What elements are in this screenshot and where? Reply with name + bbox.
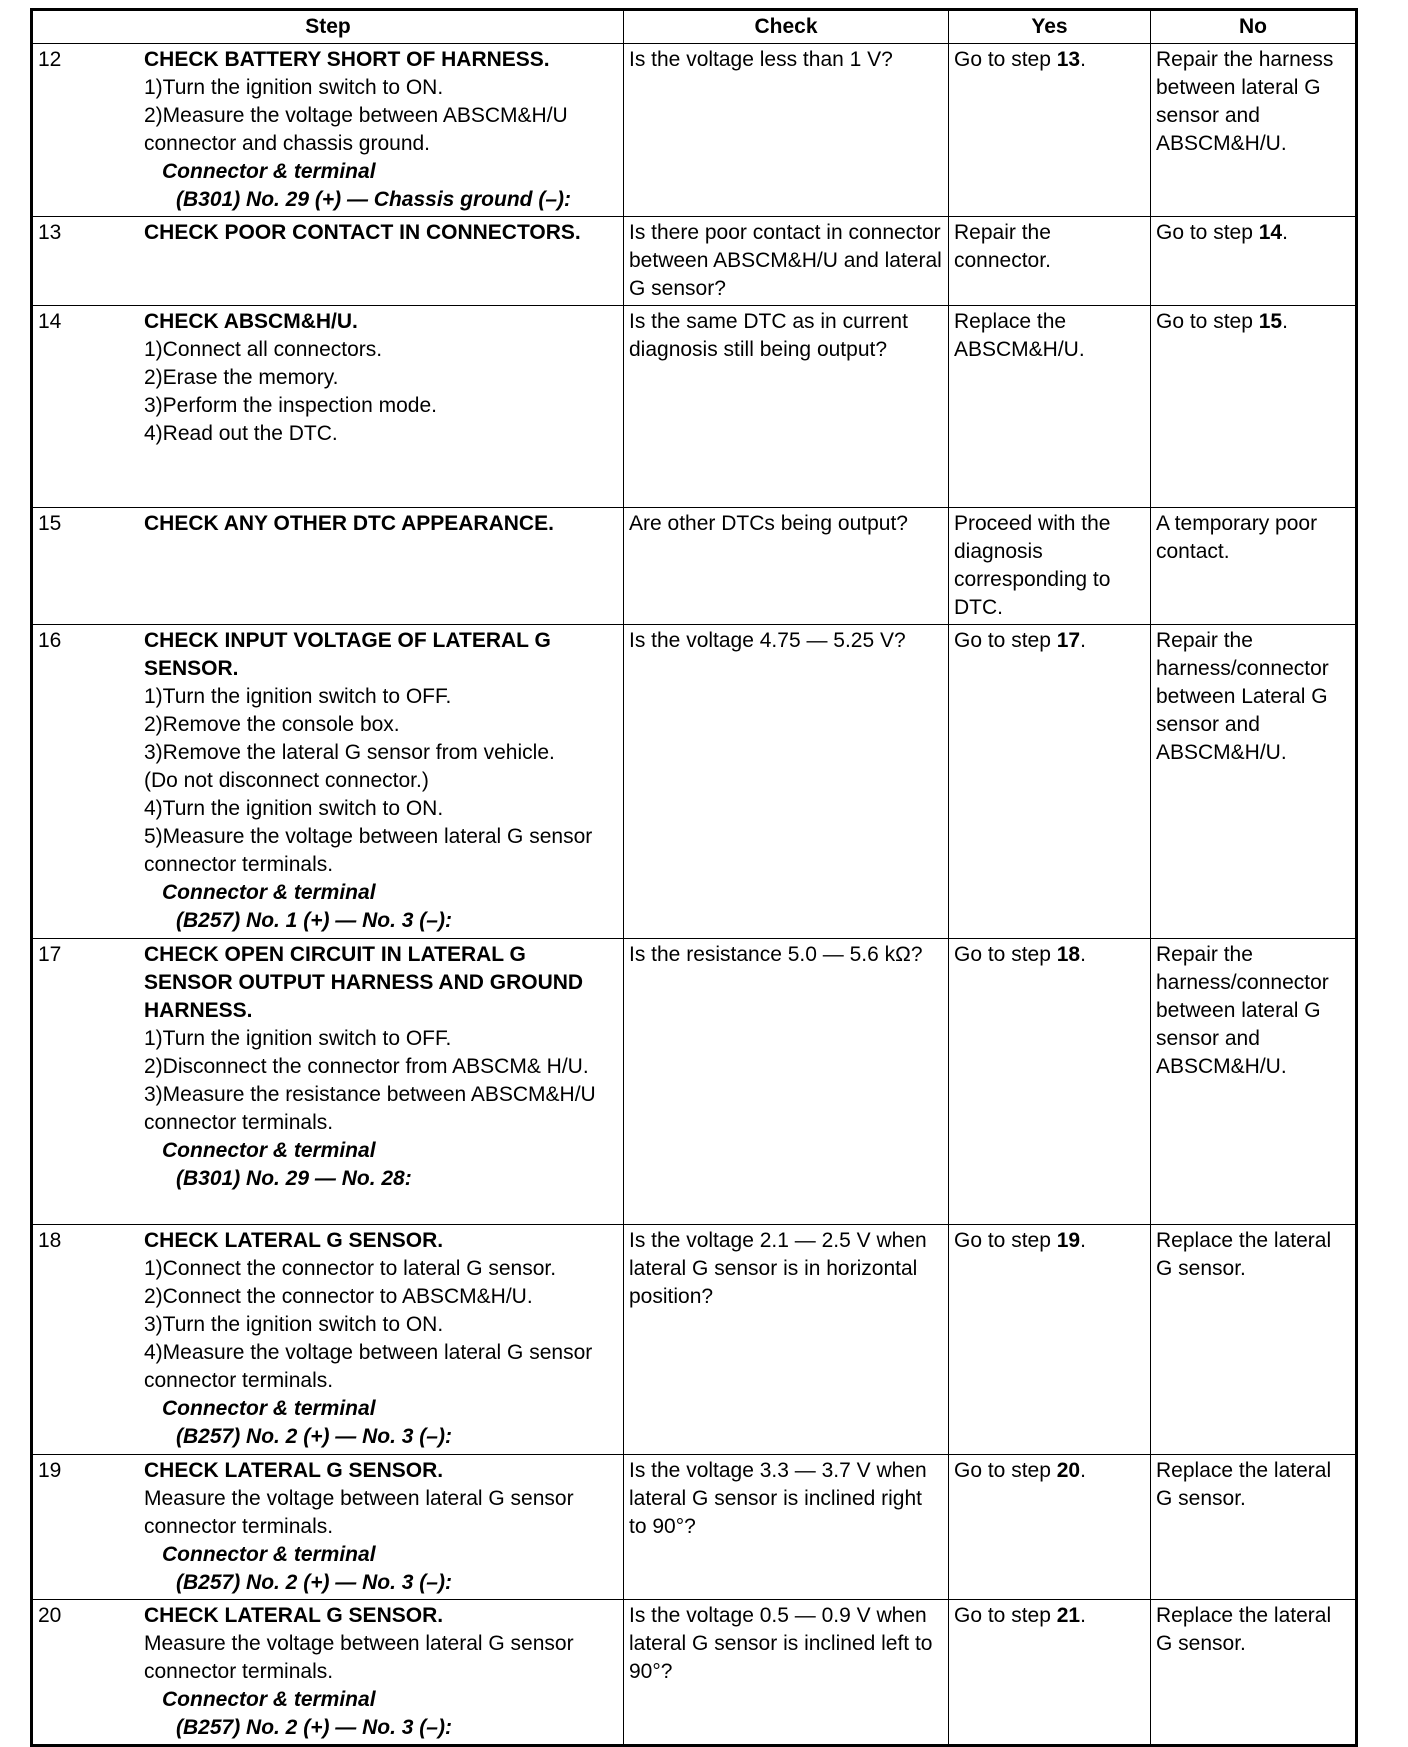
yes-text-end: .: [1080, 1604, 1086, 1627]
step-cell: [32, 44, 624, 217]
no-text-end: .: [1282, 310, 1288, 333]
connector-terminal-label: Connector & terminal: [162, 1688, 376, 1711]
yes-cell: [949, 1455, 1151, 1600]
step-instruction: (Do not disconnect connector.): [144, 769, 429, 792]
step-number: 15: [38, 512, 62, 535]
header-step: Step: [32, 10, 624, 44]
no-text: Go to step: [1156, 310, 1259, 333]
step-body: [144, 627, 619, 935]
step-title: CHECK LATERAL G SENSOR.: [144, 1229, 444, 1252]
connector-terminal-value: (B301) No. 29 (+) — Chassis ground (–):: [176, 188, 571, 211]
step-number: 19: [38, 1459, 62, 1482]
table-row: [32, 306, 1357, 508]
check-cell: Is the voltage 3.3 — 3.7 V when lateral G sensor is inclined right to 90°?: [624, 1455, 949, 1600]
yes-cell: [949, 217, 1151, 306]
step-cell: [32, 939, 624, 1225]
step-body: [144, 219, 619, 247]
step-instruction: 2)Measure the voltage between ABSCM&H/U connector and chassis ground.: [144, 104, 568, 155]
header-check: Check: [624, 10, 949, 44]
yes-cell: [949, 508, 1151, 625]
step-body: [144, 308, 619, 448]
no-cell: [1151, 1225, 1357, 1455]
step-instruction: 2)Remove the console box.: [144, 713, 400, 736]
no-cell: [1151, 625, 1357, 939]
no-text: Repair the harness/connector between lateral G sensor and ABSCM&H/U.: [1156, 943, 1329, 1078]
header-row: [32, 10, 1357, 44]
step-number: 12: [38, 48, 62, 71]
check-cell: Is the voltage less than 1 V?: [624, 44, 949, 217]
step-body: [144, 941, 619, 1193]
yes-cell: [949, 306, 1151, 508]
no-step-ref: 15: [1258, 310, 1283, 333]
connector-terminal-value: (B257) No. 2 (+) — No. 3 (–):: [176, 1716, 452, 1739]
step-instruction: 3)Remove the lateral G sensor from vehicle.: [144, 741, 555, 764]
table-row: [32, 217, 1357, 306]
connector-terminal-value: (B257) No. 1 (+) — No. 3 (–):: [176, 909, 452, 932]
step-body: [144, 1602, 619, 1742]
table-row: [32, 44, 1357, 217]
connector-terminal-value: (B301) No. 29 — No. 28:: [176, 1167, 412, 1190]
no-cell: [1151, 1600, 1357, 1746]
step-title: CHECK LATERAL G SENSOR.: [144, 1604, 444, 1627]
no-text: Repair the harness between lateral G sensor and ABSCM&H/U.: [1156, 48, 1334, 155]
step-instruction: 1)Connect all connectors.: [144, 338, 383, 361]
yes-text: Go to step: [954, 1459, 1057, 1482]
step-number: 17: [38, 943, 62, 966]
step-body: [144, 1457, 619, 1597]
step-title: CHECK ANY OTHER DTC APPEARANCE.: [144, 512, 554, 535]
step-instruction: 1)Turn the ignition switch to ON.: [144, 76, 444, 99]
step-instruction: 2)Disconnect the connector from ABSCM& H/U.: [144, 1055, 589, 1078]
yes-text: Go to step: [954, 629, 1057, 652]
step-cell: [32, 1600, 624, 1746]
no-cell: [1151, 306, 1357, 508]
yes-cell: [949, 44, 1151, 217]
connector-terminal-value: (B257) No. 2 (+) — No. 3 (–):: [176, 1571, 452, 1594]
yes-text: Repair the connector.: [954, 221, 1051, 272]
no-step-ref: 14: [1258, 221, 1283, 244]
no-cell: [1151, 508, 1357, 625]
table-row: [32, 1225, 1357, 1455]
yes-cell: [949, 1225, 1151, 1455]
step-instruction: Measure the voltage between lateral G sensor connector terminals.: [144, 1632, 574, 1683]
yes-text-end: .: [1080, 1229, 1086, 1252]
no-cell: [1151, 217, 1357, 306]
step-number: 13: [38, 221, 62, 244]
step-title: CHECK ABSCM&H/U.: [144, 310, 358, 333]
step-instruction: 2)Connect the connector to ABSCM&H/U.: [144, 1285, 533, 1308]
step-title: CHECK POOR CONTACT IN CONNECTORS.: [144, 221, 581, 244]
step-cell: [32, 625, 624, 939]
check-cell: Are other DTCs being output?: [624, 508, 949, 625]
yes-step-ref: 13: [1056, 48, 1081, 71]
yes-cell: [949, 625, 1151, 939]
step-cell: [32, 508, 624, 625]
yes-text: Go to step: [954, 1604, 1057, 1627]
step-instruction: 3)Perform the inspection mode.: [144, 394, 437, 417]
step-instruction: 4)Turn the ignition switch to ON.: [144, 797, 444, 820]
yes-cell: [949, 1600, 1151, 1746]
connector-terminal-value: (B257) No. 2 (+) — No. 3 (–):: [176, 1425, 452, 1448]
yes-step-ref: 19: [1056, 1229, 1081, 1252]
table-row: [32, 1455, 1357, 1600]
yes-step-ref: 21: [1056, 1604, 1081, 1627]
step-instruction: 3)Turn the ignition switch to ON.: [144, 1313, 444, 1336]
step-instruction: 4)Measure the voltage between lateral G sensor connector terminals.: [144, 1341, 593, 1392]
connector-terminal-label: Connector & terminal: [162, 1139, 376, 1162]
header-yes: Yes: [949, 10, 1151, 44]
yes-cell: [949, 939, 1151, 1225]
connector-terminal-label: Connector & terminal: [162, 160, 376, 183]
step-instruction: 1)Connect the connector to lateral G sensor.: [144, 1257, 557, 1280]
connector-terminal-label: Connector & terminal: [162, 881, 376, 904]
step-title: CHECK BATTERY SHORT OF HARNESS.: [144, 48, 550, 71]
no-text: A temporary poor contact.: [1156, 512, 1318, 563]
connector-terminal-label: Connector & terminal: [162, 1543, 376, 1566]
step-instruction: 5)Measure the voltage between lateral G sensor connector terminals.: [144, 825, 593, 876]
step-body: [144, 510, 619, 538]
connector-terminal-label: Connector & terminal: [162, 1397, 376, 1420]
no-text: Replace the lateral G sensor.: [1156, 1604, 1332, 1655]
step-body: [144, 1227, 619, 1451]
no-cell: [1151, 44, 1357, 217]
yes-text: Proceed with the diagnosis corresponding to DTC.: [954, 512, 1111, 619]
yes-text-end: .: [1080, 48, 1086, 71]
no-text: Replace the lateral G sensor.: [1156, 1459, 1332, 1510]
table-row: [32, 1600, 1357, 1746]
check-cell: Is the voltage 0.5 — 0.9 V when lateral G sensor is inclined left to 90°?: [624, 1600, 949, 1746]
step-body: [144, 46, 619, 214]
yes-text-end: .: [1080, 1459, 1086, 1482]
diagnosis-table: [30, 8, 1358, 1747]
table-row: [32, 625, 1357, 939]
step-title: CHECK LATERAL G SENSOR.: [144, 1459, 444, 1482]
check-cell: Is the resistance 5.0 — 5.6 kΩ?: [624, 939, 949, 1225]
step-instruction: 2)Erase the memory.: [144, 366, 339, 389]
header-no: No: [1151, 10, 1357, 44]
step-number: 20: [38, 1604, 62, 1627]
yes-text-end: .: [1080, 943, 1086, 966]
yes-text: Go to step: [954, 48, 1057, 71]
step-instruction: 1)Turn the ignition switch to OFF.: [144, 685, 452, 708]
step-instruction: 4)Read out the DTC.: [144, 422, 338, 445]
step-cell: [32, 306, 624, 508]
check-cell: Is the voltage 2.1 — 2.5 V when lateral G sensor is in horizontal position?: [624, 1225, 949, 1455]
yes-step-ref: 18: [1056, 943, 1081, 966]
table-row: [32, 508, 1357, 625]
step-cell: [32, 1455, 624, 1600]
check-cell: Is the same DTC as in current diagnosis still being output?: [624, 306, 949, 508]
yes-text: Replace the ABSCM&H/U.: [954, 310, 1085, 361]
table-row: [32, 939, 1357, 1225]
step-number: 16: [38, 629, 62, 652]
no-text-end: .: [1282, 221, 1288, 244]
no-cell: [1151, 939, 1357, 1225]
no-text: Replace the lateral G sensor.: [1156, 1229, 1332, 1280]
step-number: 18: [38, 1229, 62, 1252]
yes-step-ref: 20: [1056, 1459, 1081, 1482]
check-cell: Is the voltage 4.75 — 5.25 V?: [624, 625, 949, 939]
step-cell: [32, 217, 624, 306]
no-cell: [1151, 1455, 1357, 1600]
yes-step-ref: 17: [1056, 629, 1081, 652]
no-text: Repair the harness/connector between Lateral G sensor and ABSCM&H/U.: [1156, 629, 1329, 764]
yes-text: Go to step: [954, 1229, 1057, 1252]
check-cell: Is there poor contact in connector between ABSCM&H/U and lateral G sensor?: [624, 217, 949, 306]
step-instruction: 1)Turn the ignition switch to OFF.: [144, 1027, 452, 1050]
yes-text: Go to step: [954, 943, 1057, 966]
yes-text-end: .: [1080, 629, 1086, 652]
no-text: Go to step: [1156, 221, 1259, 244]
step-instruction: Measure the voltage between lateral G sensor connector terminals.: [144, 1487, 574, 1538]
step-number: 14: [38, 310, 62, 333]
step-title: CHECK INPUT VOLTAGE OF LATERAL G SENSOR.: [144, 629, 551, 680]
step-title: CHECK OPEN CIRCUIT IN LATERAL G SENSOR OUTPUT HARNESS AND GROUND HARNESS.: [144, 943, 584, 1022]
step-instruction: 3)Measure the resistance between ABSCM&H/U connector terminals.: [144, 1083, 596, 1134]
step-cell: [32, 1225, 624, 1455]
